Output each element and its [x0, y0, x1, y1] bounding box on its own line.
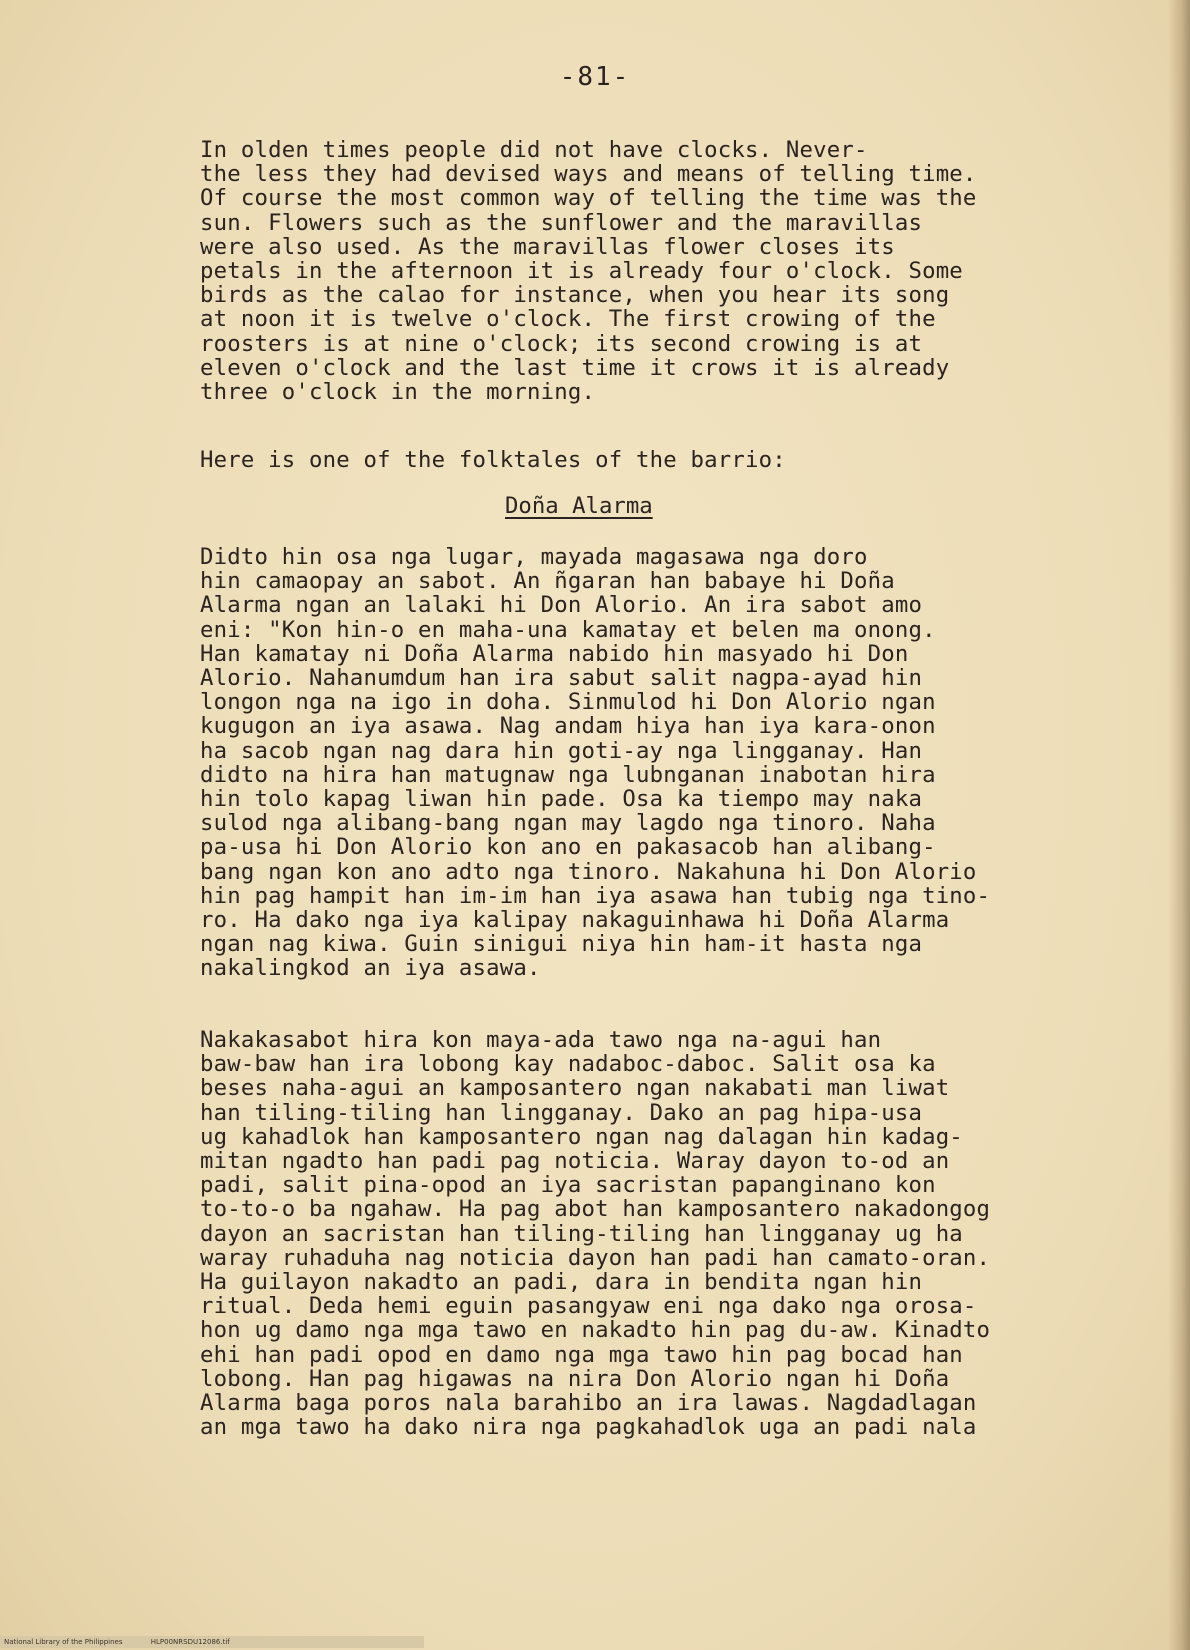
scan-footer	[0, 1636, 424, 1648]
story-title: Doña Alarma	[505, 493, 653, 519]
page-number: -81-	[559, 62, 631, 92]
paragraph-story-part-1: Didto hin osa nga lugar, mayada magasawa nga doro hin camaopay an sabot. An ñgaran han babaye hi Doña Alarma ngan an lalaki hi Don Alorio. An ira sabot amo eni: "Kon hin-o en maha-una kamatay et belen ma onong. Han kamatay ni Doña Alarma nabido hin masyado hi Don Alorio. Nahanumdum han ira sabut salit nagpa-ayad hin longon nga na igo in doha. Sinmulod hi Don Alorio ngan kugugon an iya asawa. Nag andam hiya han iya kara-onon ha sacob ngan nag dara hin goti-ay nga lingganay. Han didto na hira han matugnaw nga lubnganan inabotan hira hin tolo kapag liwan hin pade. Osa ka tiempo may naka sulod nga alibang-bang ngan may lagdo nga tinoro. Naha pa-usa hi Don Alorio kon ano en pakasacob han alibang- bang ngan kon ano adto nga tinoro. Nakahuna hi Don Alorio hin pag hampit han im-im han iya asawa han tubig nga tino- ro. Ha dako nga iya kalipay nakaguinhawa hi Doña Alarma ngan nag kiwa. Guin sinigui niya hin ham-it hasta nga nakalingkod an iya asawa.	[200, 544, 991, 982]
paragraph-story-part-2: Nakakasabot hira kon maya-ada tawo nga na-agui han baw-baw han ira lobong kay nadaboc-daboc. Salit osa ka beses naha-agui an kamposantero ngan nakabati man liwat han tiling-tiling han lingganay. Dako an pag hipa-usa ug kahadlok han kamposantero ngan nag dalagan hin kadag- mitan ngadto han padi pag noticia. Waray dayon to-od an padi, salit pina-opod an iya sacristan papanginano kon to-to-o ba ngahaw. Ha pag abot han kamposantero nakadongog dayon an sacristan han tiling-tiling han lingganay ug ha waray ruhaduha nag noticia dayon han padi han camato-oran. Ha guilayon nakadto an padi, dara in bendita ngan hin ritual. Deda hemi eguin pasangyaw eni nga dako nga orosa- hon ug damo nga mga tawo en nakadto hin pag du-aw. Kinadto ehi han padi opod en damo nga mga tawo hin pag bocad han lobong. Han pag higawas na nira Don Alorio ngan hi Doña Alarma baga poros nala barahibo an ira lawas. Nagdadlagan an mga tawo ha dako nira nga pagkahadlok uga an padi nala	[200, 1027, 991, 1441]
footer-file-id: HLP00NRSDU12086.tif	[150, 1638, 230, 1646]
footer-library-name: National Library of the Philippines	[4, 1638, 123, 1646]
page-edge-shadow	[1168, 0, 1190, 1650]
paragraph-telling-time: In olden times people did not have clocks. Never- the less they had devised ways and means of telling time. Of course the most common way of telling the time was the sun. Flowers such as the sunflower and the maravillas were also used. As the maravillas flower closes its petals in the afternoon it is already four o'clock. Some birds as the calao for instance, when you hear its song at noon it is twelve o'clock. The first crowing of the roosters is at nine o'clock; its second crowing is at eleven o'clock and the last time it crows it is already three o'clock in the morning.	[200, 137, 977, 406]
folktale-intro-line: Here is one of the folktales of the barrio:	[200, 447, 786, 473]
